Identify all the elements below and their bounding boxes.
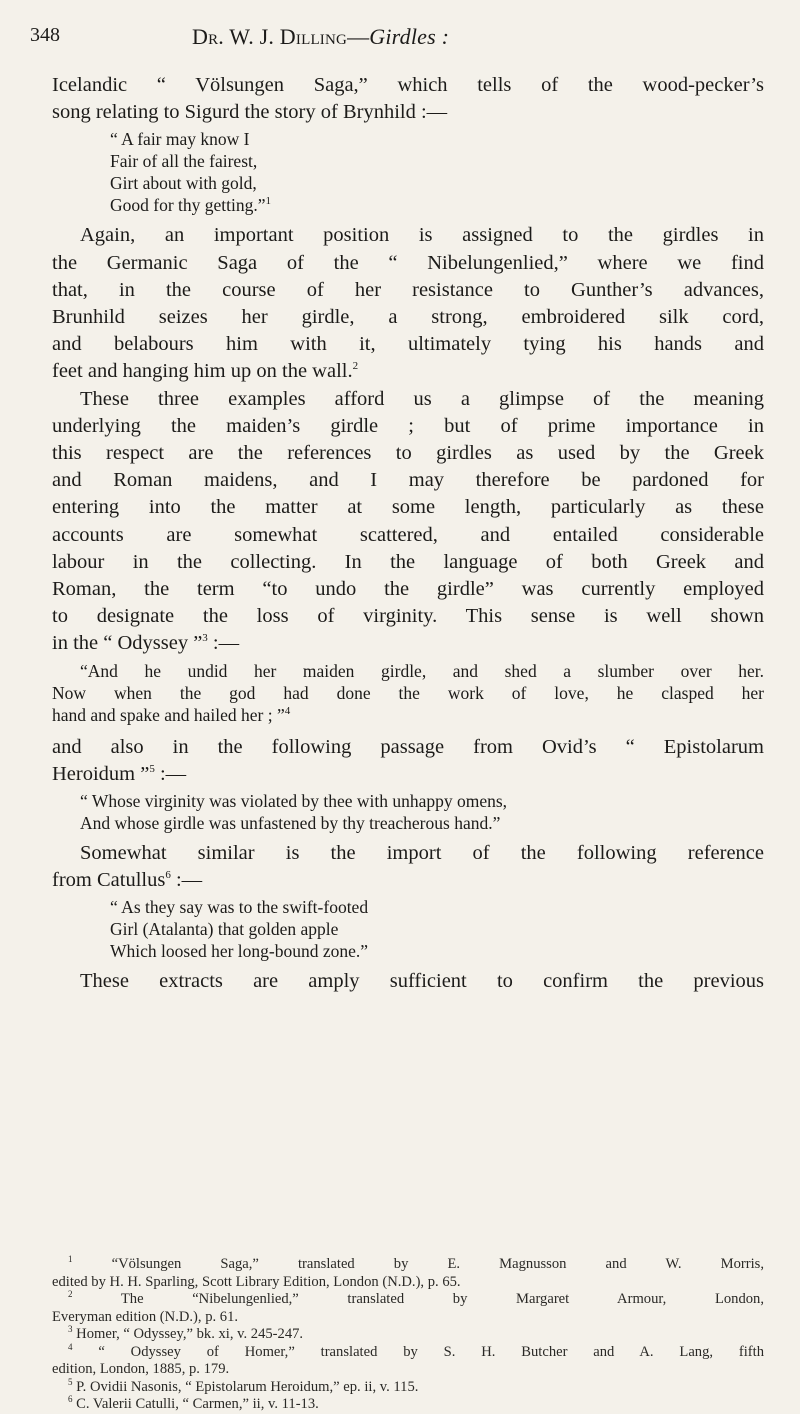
footnote-ref: 6 <box>165 869 171 882</box>
running-head <box>192 24 449 50</box>
footnote-1: $^1$ “Völsungen Saga,” translated by E. Magnusson and W. Morris, edited by H. H. Sparling, Scott Library Edition, London (N.D.), p. 65. <box>52 1254 764 1290</box>
body-text <box>52 72 764 996</box>
verse-volsungen: “ A fair may know I Fair of all the fairest, Girt about with gold, Good for thy getting.”$^1$ <box>110 129 272 216</box>
footnote-ref: 5 <box>149 763 155 776</box>
footnote-2: $^2$ The “Nibelungenlied,” translated by Margaret Armour, London, Everyman edition (N.D.), p. 61. <box>52 1289 764 1325</box>
footnote-ref: 4 <box>284 704 291 717</box>
quote-odyssey: “And he undid her maiden girdle, and shed a slumber over her. Now when the god had done the work of love, he clasped her hand and spake and hailed her ; ”$^4$ <box>52 660 764 725</box>
verse-ovid: “ Whose virginity was violated by thee with unhappy omens, And whose girdle was unfastened by thy treacherous hand.” <box>80 791 508 834</box>
paragraph-ovid: and also in the following passage from Ovid’s “ Epistolarum Heroidum ”$^5$ :— <box>52 735 764 785</box>
footnote-ref: 3 <box>202 632 208 645</box>
footnote-3: $^3$ Homer, “ Odyssey,” bk. xi, v. 245-247. <box>68 1324 304 1342</box>
paragraph-extracts: These extracts are amply sufficient to confirm the previous <box>80 970 764 993</box>
paragraph-greek-roman: These three examples afford us a glimpse of the meaning underlying the maiden’s girdle ; but of prime importance in this respect are the references to girdles as used by the Greek and Roman maidens, and I may therefore be pardoned for entering into the matter at some length, particularly as these accounts are somewhat scattered, and entailed considerable labour in the collecting. In the language of both Greek and Roman, the term “to undo the girdle” was currently employed to designate the loss of virginity. This sense is well shown in the “ Odyssey ”$^3$ :— <box>52 387 764 655</box>
footnote-5: $^5$ P. Ovidii Nasonis, “ Epistolarum Heroidum,” ep. ii, v. 115. <box>68 1376 419 1395</box>
running-head-separator: — <box>347 24 370 49</box>
footnote-ref: 1 <box>265 195 272 208</box>
page-header <box>30 24 770 56</box>
running-head-author: Dr. W. J. Dilling <box>192 24 348 49</box>
footnote-4: $^4$ “ Odyssey of Homer,” translated by S. H. Butcher and A. Lang, fifth edition, London, 1885, p. 179. <box>52 1341 764 1377</box>
paragraph-volsungen: Icelandic “ Völsungen Saga,” which tells of the wood-pecker’s song relating to Sigurd the story of Brynhild :— <box>52 74 764 124</box>
footnote-ref: 2 <box>352 360 359 373</box>
footnote-6: $^6$ C. Valerii Catulli, “ Carmen,” ii, v. 11-13. <box>68 1394 319 1412</box>
paragraph-nibelungenlied: Again, an important position is assigned to the girdles in the Germanic Saga of the “ Nibelungenlied,” where we find that, in the course of her resistance to Gunther’s advances, Brunhild seizes her girdle, a strong, embroidered silk cord, and belabours him with it, ultimately tying his hands and feet and hanging him up on the wall.$^2$ <box>52 224 764 383</box>
running-head-title: Girdles : <box>369 24 450 49</box>
paragraph-catullus: Somewhat similar is the import of the following reference from Catullus$^6$ :— <box>52 842 764 892</box>
verse-catullus: “ As they say was to the swift-footed Girl (Atalanta) that golden apple Which loosed her long-bound zone.” <box>110 897 369 962</box>
page-number: 348 <box>30 24 60 46</box>
footnotes <box>52 1256 764 1414</box>
